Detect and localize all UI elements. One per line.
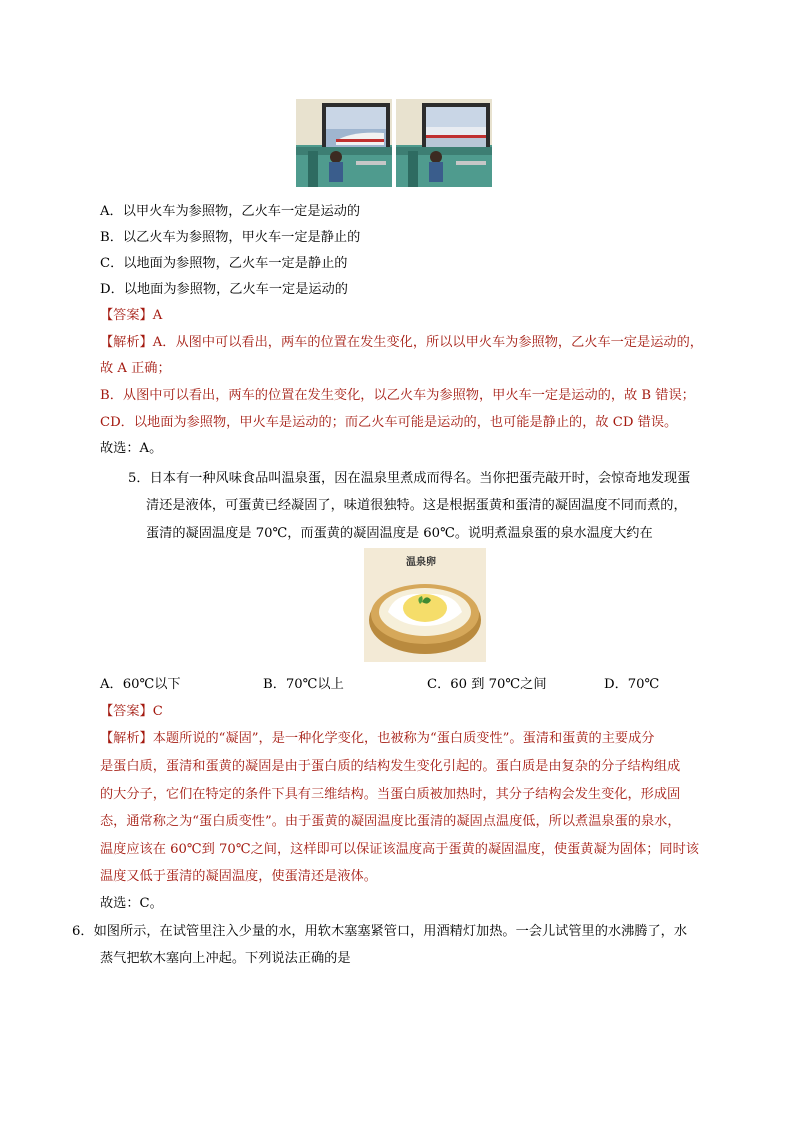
- q5-analysis-line-5: 温度应该在 60℃到 70℃之间，这样即可以保证该温度高于蛋黄的凝固温度，使蛋黄凝为固体；同时该: [100, 842, 699, 857]
- q5-option-b: B．70℃以上: [263, 677, 344, 692]
- q5-stem-line-3: 蛋清的凝固温度是 70℃，而蛋黄的凝固温度是 60℃。说明煮温泉蛋的泉水温度大约在: [146, 526, 653, 541]
- q4-analysis-line-1: [100, 331, 703, 350]
- q5-option-a: A．60℃以下: [100, 677, 181, 692]
- q4-option-a: A．以甲火车为参照物，乙火车一定是运动的: [100, 204, 361, 219]
- q4-option-d: D．以地面为参照物，乙火车一定是运动的: [100, 282, 348, 297]
- q4-answer-value: A: [152, 308, 163, 323]
- q4-analysis-text-1: A．从图中可以看出，两车的位置在发生变化，所以以甲火车为参照物，乙火车一定是运动的，: [152, 335, 703, 350]
- q4-answer-label: 【答案】: [100, 308, 153, 323]
- q5-analysis-line-3: 的大分子，它们在特定的条件下具有三维结构。当蛋白质被加热时，其分子结构会发生变化，形成固: [100, 787, 681, 802]
- q5-conclusion: 故选：C。: [100, 896, 163, 911]
- onsen-egg-label: 温泉卵: [406, 557, 436, 568]
- q5-analysis-line-4: 态，通常称之为“蛋白质变性”。由于蛋黄的凝固温度比蛋清的凝固点温度低，所以煮温泉蛋的泉水，: [100, 814, 681, 829]
- q5-answer-value: C: [152, 704, 163, 719]
- q6-stem-line-2: 蒸气把软木塞向上冲起。下列说法正确的是: [100, 951, 351, 966]
- q4-option-c: C．以地面为参照物，乙火车一定是静止的: [100, 256, 348, 271]
- q4-answer: [100, 304, 162, 323]
- q4-analysis-line-4: CD．以地面为参照物，甲火车是运动的；而乙火车可能是运动的，也可能是静止的，故 CD 错误。: [100, 415, 678, 430]
- q5-stem-line-2: 清还是液体，可蛋黄已经凝固了，味道很独特。这是根据蛋黄和蛋清的凝固温度不同而煮的，: [146, 498, 687, 513]
- q5-option-d: D．70℃: [604, 677, 660, 692]
- q5-answer: [100, 700, 163, 719]
- q5-stem-line-1: 5．日本有一种风味食品叫温泉蛋，因在温泉里煮成而得名。当你把蛋壳敲开时，会惊奇地发现蛋: [128, 471, 691, 486]
- q4-option-b: B．以乙火车为参照物，甲火车一定是静止的: [100, 230, 361, 245]
- q4-analysis-line-2: 故 A 正确；: [100, 361, 171, 376]
- q4-analysis-label: 【解析】: [100, 335, 153, 350]
- q5-analysis-label: 【解析】: [100, 731, 153, 746]
- train-scene-image: [296, 99, 492, 187]
- q6-stem-line-1: 6．如图所示，在试管里注入少量的水，用软木塞塞紧管口，用酒精灯加热。一会儿试管里的水沸腾了，水: [72, 924, 688, 939]
- q5-option-c: C．60 到 70℃之间: [427, 677, 547, 692]
- train-illustration: [296, 99, 492, 187]
- q4-analysis-line-3: B．从图中可以看出，两车的位置在发生变化，以乙火车为参照物，甲火车一定是运动的，故 B 错误；: [100, 388, 695, 403]
- q5-analysis-text-1: 本题所说的“凝固”，是一种化学变化，也被称为“蛋白质变性”。蛋清和蛋黄的主要成分: [152, 731, 655, 746]
- q4-conclusion: 故选：A。: [100, 441, 163, 456]
- q5-analysis-line-2: 是蛋白质，蛋清和蛋黄的凝固是由于蛋白质的结构发生变化引起的。蛋白质是由复杂的分子结构组成: [100, 759, 681, 774]
- q5-answer-label: 【答案】: [100, 704, 153, 719]
- q5-analysis-line-1: [100, 727, 654, 746]
- q5-analysis-line-6: 温度又低于蛋清的凝固温度，使蛋清还是液体。: [100, 869, 377, 884]
- onsen-egg-image: [364, 548, 486, 662]
